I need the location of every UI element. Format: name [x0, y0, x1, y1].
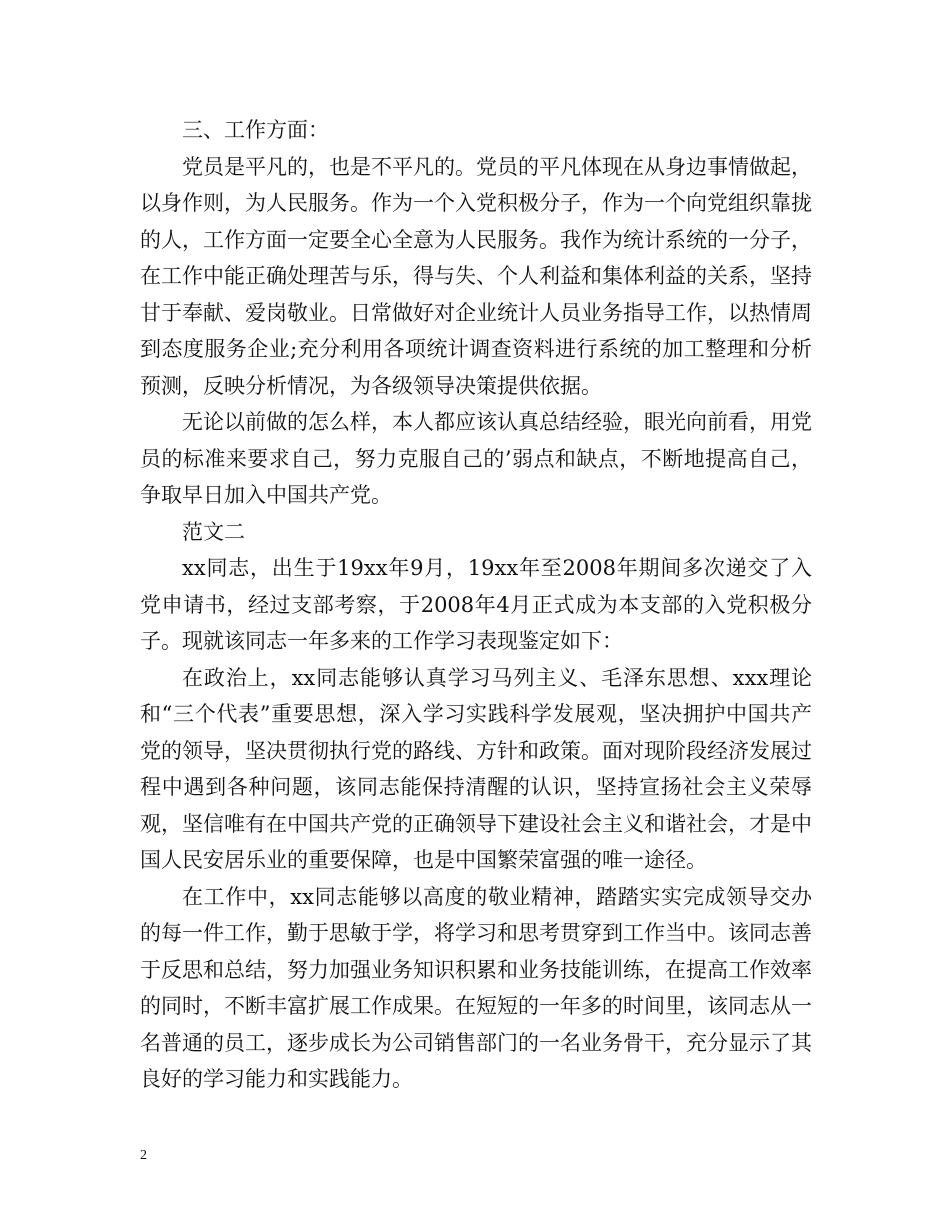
heading-sample-two: 范文二 [182, 519, 245, 544]
paragraph-summary: 无论以前做的怎么样，本人都应该认真总结经验，眼光向前看，用党员的标准来要求自己，努力克服自己的’弱点和缺点，不断地提高自己，争取早日加入中国共产党。 [140, 410, 812, 507]
paragraph-politics: 在政治上，xx同志能够认真学习马列主义、毛泽东思想、xxx理论和“三个代表”重要思想，深入学习实践科学发展观，坚决拥护中国共产党的领导，坚决贯彻执行党的路线、方针和政策。面对现阶段经济发展过程中遇到各种问题，该同志能保持清醒的认识，坚持宣扬社会主义荣辱观，坚信唯有在中国共产党的正确领导下建设社会主义和谐社会，才是中国人民安居乐业的重要保障，也是中国繁荣富强的唯一途径。 [140, 665, 812, 872]
paragraph-work: 在工作中，xx同志能够以高度的敬业精神，踏踏实实完成领导交办的每一件工作，勤于思敏于学，将学习和思考贯穿到工作当中。该同志善于反思和总结，努力加强业务知识积累和业务技能训练，在提高工作效率的同时，不断丰富扩展工作成果。在短短的一年多的时间里，该同志从一名普通的员工，逐步成长为公司销售部门的一名业务骨干，充分显示了其良好的学习能力和实践能力。 [140, 884, 812, 1091]
paragraph-intro: xx同志，出生于19xx年9月，19xx年至2008年期间多次递交了入党申请书，经过支部考察，于2008年4月正式成为本支部的入党积极分子。现就该同志一年多来的工作学习表现鉴定如下： [140, 556, 812, 653]
page-number: 2 [140, 1148, 147, 1163]
document-body [140, 112, 812, 1098]
paragraph-work-performance: 党员是平凡的，也是不平凡的。党员的平凡体现在从身边事情做起，以身作则，为人民服务。作为一个入党积极分子，作为一个向党组织靠拢的人，工作方面一定要全心全意为人民服务。我作为统计系统的一分子，在工作中能正确处理苦与乐，得与失、个人利益和集体利益的关系，坚持甘于奉献、爱岗敬业。日常做好对企业统计人员业务指导工作，以热情周到态度服务企业;充分利用各项统计调查资料进行系统的加工整理和分析预测，反映分析情况，为各级领导决策提供依据。 [140, 154, 812, 398]
section-heading-work: 三、工作方面： [182, 118, 329, 142]
